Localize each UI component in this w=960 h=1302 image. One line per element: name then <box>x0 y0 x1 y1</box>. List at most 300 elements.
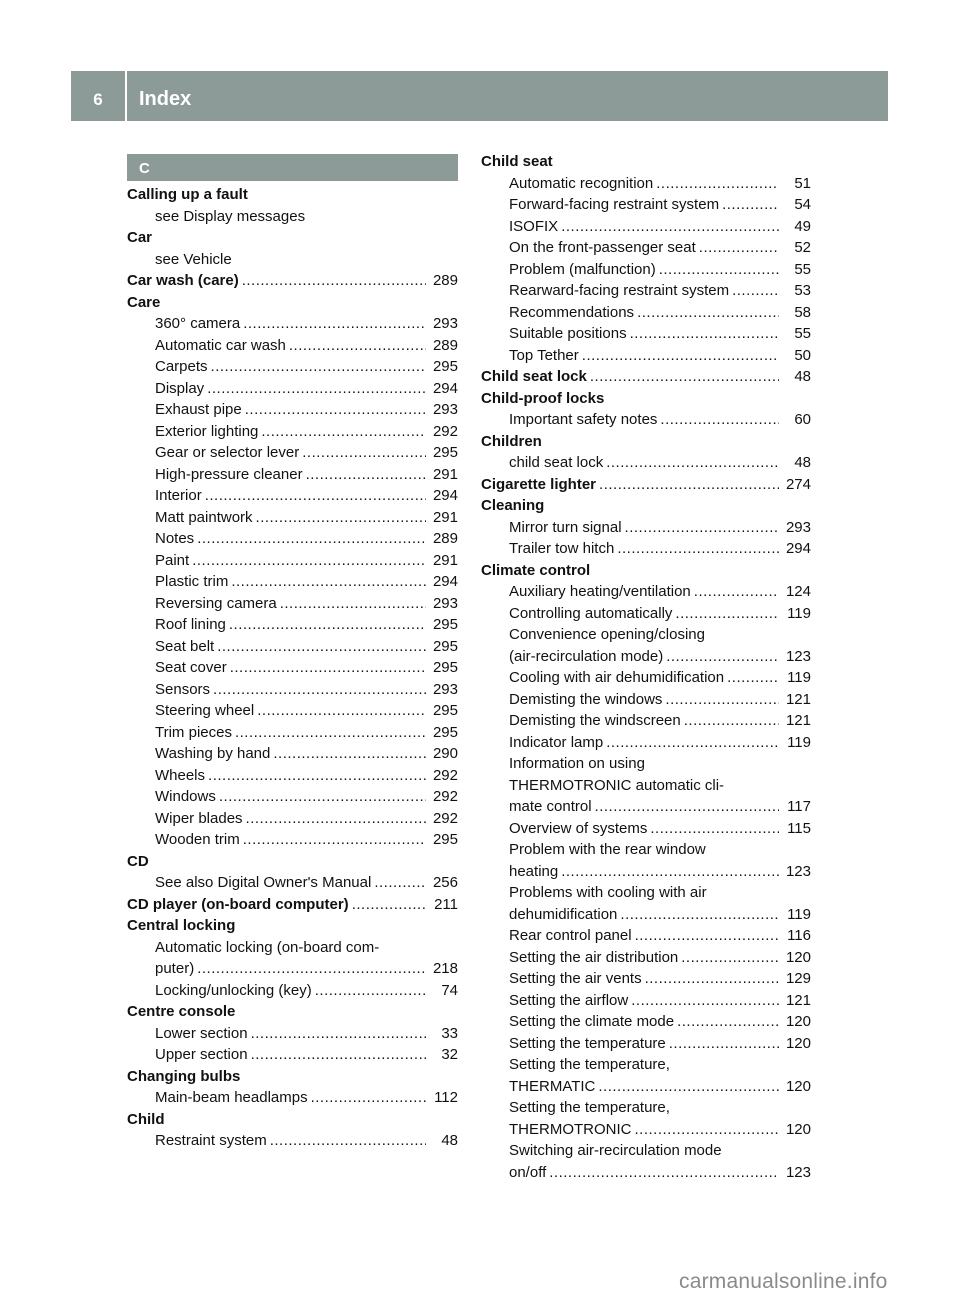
dot-leader <box>289 335 426 357</box>
page-reference[interactable]: 295 <box>432 616 458 633</box>
page-reference[interactable]: 293 <box>432 594 458 612</box>
index-subentry[interactable] <box>127 1130 458 1152</box>
page-reference[interactable]: 51 <box>794 174 811 192</box>
index-subentry <box>481 882 811 904</box>
index-subentry[interactable] <box>481 216 811 238</box>
index-subentry[interactable] <box>127 765 458 787</box>
entry-text: Care <box>127 293 161 311</box>
index-subentry[interactable] <box>127 378 458 400</box>
index-heading <box>481 431 811 453</box>
dot-leader <box>732 280 779 302</box>
dot-leader <box>631 990 779 1012</box>
index-subentry[interactable] <box>481 581 811 603</box>
dot-leader <box>656 173 779 195</box>
index-subentry[interactable] <box>127 1044 458 1066</box>
index-heading[interactable] <box>127 270 458 292</box>
index-subentry[interactable] <box>481 1011 811 1033</box>
dot-leader <box>315 980 426 1002</box>
entry-text: Indicator lamp <box>509 733 604 751</box>
page-reference[interactable]: 60 <box>794 411 811 428</box>
entry-text: see Display messages <box>155 207 306 225</box>
index-subentry[interactable] <box>481 689 811 711</box>
page-reference[interactable]: 291 <box>432 551 458 569</box>
page-reference[interactable]: 295 <box>432 723 458 741</box>
index-subentry[interactable] <box>481 280 811 302</box>
dot-leader <box>684 710 779 732</box>
index-subentry[interactable] <box>481 237 811 259</box>
index-subentry[interactable] <box>481 990 811 1012</box>
index-heading <box>127 1066 458 1088</box>
entry-text: Paint <box>155 551 190 569</box>
page-reference[interactable]: 124 <box>785 583 811 600</box>
index-subentry <box>127 937 458 959</box>
index-subentry[interactable] <box>481 1076 811 1098</box>
entry-text: Trim pieces <box>155 723 232 741</box>
index-heading <box>127 184 458 206</box>
entry-text: Notes <box>155 530 195 547</box>
index-subentry[interactable] <box>127 313 458 335</box>
entry-text: THERMOTRONIC automatic cli- <box>509 776 725 794</box>
page-title: Index <box>127 71 888 121</box>
page-reference[interactable]: 295 <box>432 831 458 848</box>
entry-text: Trailer tow hitch <box>509 540 615 557</box>
entry-text: Interior <box>155 487 202 504</box>
index-subentry[interactable] <box>481 667 811 689</box>
entry-text: Rearward-facing restraint system <box>509 282 730 299</box>
dot-leader <box>665 689 779 711</box>
index-subentry[interactable] <box>481 1119 811 1141</box>
dot-leader <box>273 743 426 765</box>
page-header <box>71 71 888 121</box>
index-subentry[interactable] <box>127 872 458 894</box>
index-subentry[interactable] <box>127 636 458 658</box>
dot-leader <box>681 947 779 969</box>
index-subentry[interactable] <box>481 538 811 560</box>
index-subentry[interactable] <box>127 722 458 744</box>
dot-leader <box>677 1011 779 1033</box>
index-list-right <box>481 151 811 1183</box>
entry-text: Calling up a fault <box>127 186 248 203</box>
dot-leader <box>231 571 426 593</box>
page-number: 6 <box>71 71 125 121</box>
dot-leader <box>660 409 779 431</box>
index-subentry[interactable] <box>127 829 458 851</box>
entry-text: On the front-passenger seat <box>509 239 696 256</box>
entry-text: Demisting the windows <box>509 690 663 708</box>
entry-text: CD player (on-board computer) <box>127 895 349 913</box>
page-reference[interactable]: 293 <box>432 401 458 418</box>
entry-text: Controlling automatically <box>509 604 673 622</box>
index-subentry[interactable] <box>127 614 458 636</box>
page-reference[interactable]: 295 <box>432 444 458 461</box>
page-reference[interactable]: 48 <box>441 1132 458 1149</box>
entry-text: Children <box>481 432 542 450</box>
page-reference[interactable]: 48 <box>794 454 811 471</box>
entry-text: High-pressure cleaner <box>155 465 303 483</box>
entry-text: Washing by hand <box>155 745 271 762</box>
dot-leader <box>625 517 779 539</box>
index-subentry[interactable] <box>481 302 811 324</box>
entry-text: Automatic recognition <box>509 174 654 192</box>
page-reference[interactable]: 55 <box>794 325 811 342</box>
page-reference[interactable]: 52 <box>794 239 811 256</box>
dot-leader <box>650 818 779 840</box>
page-reference[interactable]: 294 <box>432 379 458 397</box>
page-reference[interactable]: 33 <box>441 1024 458 1042</box>
page-reference[interactable]: 295 <box>432 637 458 655</box>
page-reference[interactable]: 295 <box>432 358 458 375</box>
index-subentry[interactable] <box>127 356 458 378</box>
entry-text: (air-recirculation mode) <box>509 647 664 665</box>
dot-leader <box>219 786 426 808</box>
entry-text: Switching air-recirculation mode <box>509 1142 722 1159</box>
page-reference[interactable]: 58 <box>794 303 811 321</box>
entry-text: Car <box>127 229 153 246</box>
page-reference[interactable]: 294 <box>785 540 811 557</box>
index-heading <box>481 151 811 173</box>
dot-leader <box>306 464 426 486</box>
page-reference[interactable]: 218 <box>432 960 458 977</box>
index-subentry[interactable] <box>127 593 458 615</box>
page-reference[interactable]: 294 <box>432 487 458 504</box>
page-reference[interactable]: 48 <box>794 368 811 385</box>
index-subentry <box>127 249 458 271</box>
entry-text: Exhaust pipe <box>155 401 242 418</box>
entry-text: Seat cover <box>155 659 227 676</box>
index-subentry[interactable] <box>127 550 458 572</box>
index-subentry[interactable] <box>481 194 811 216</box>
page-reference[interactable]: 119 <box>787 905 811 923</box>
entry-text: Cigarette lighter <box>481 475 597 493</box>
page-reference[interactable]: 119 <box>787 733 811 751</box>
dot-leader <box>257 700 426 722</box>
dot-leader <box>229 614 426 636</box>
entry-text: Wiper blades <box>155 809 243 827</box>
page-reference[interactable]: 293 <box>432 680 458 698</box>
index-subentry[interactable] <box>127 679 458 701</box>
dot-leader <box>722 194 779 216</box>
page-reference[interactable]: 49 <box>794 217 811 235</box>
entry-text: on/off <box>509 1163 547 1181</box>
index-subentry[interactable] <box>481 947 811 969</box>
index-subentry[interactable] <box>127 743 458 765</box>
page-reference[interactable]: 293 <box>785 518 811 536</box>
entry-text: dehumidification <box>509 905 618 923</box>
index-subentry[interactable] <box>481 517 811 539</box>
dot-leader <box>261 421 426 443</box>
index-subentry[interactable] <box>127 464 458 486</box>
entry-text: Roof lining <box>155 616 226 633</box>
dot-leader <box>251 1023 426 1045</box>
page-reference[interactable]: 119 <box>787 669 811 686</box>
page-reference[interactable]: 120 <box>785 1034 811 1052</box>
dot-leader <box>606 452 779 474</box>
dot-leader <box>582 345 779 367</box>
page-reference[interactable]: 289 <box>432 530 458 547</box>
index-subentry <box>481 1054 811 1076</box>
entry-text: CD <box>127 852 149 870</box>
entry-text: Child <box>127 1110 165 1128</box>
dot-leader <box>666 646 779 668</box>
entry-text: Important safety notes <box>509 411 658 428</box>
index-subentry[interactable] <box>481 968 811 990</box>
dot-leader <box>561 216 779 238</box>
entry-text: Suitable positions <box>509 325 627 342</box>
page-reference[interactable]: 256 <box>432 874 458 891</box>
index-subentry <box>481 1097 811 1119</box>
index-heading <box>481 495 811 517</box>
dot-leader <box>256 507 426 529</box>
page-reference[interactable]: 295 <box>432 702 458 719</box>
index-heading <box>127 915 458 937</box>
page-reference[interactable]: 293 <box>432 315 458 332</box>
entry-text: Convenience opening/closing <box>509 626 705 643</box>
entry-text: Demisting the windscreen <box>509 712 681 729</box>
dot-leader <box>374 872 426 894</box>
dot-leader <box>630 323 779 345</box>
page-reference[interactable]: 120 <box>785 1013 811 1030</box>
entry-text: Automatic locking (on-board com- <box>155 938 380 956</box>
page-reference[interactable]: 74 <box>441 981 458 999</box>
index-subentry[interactable] <box>481 409 811 431</box>
entry-text: See also Digital Owner's Manual <box>155 874 372 891</box>
dot-leader <box>645 968 779 990</box>
index-subentry[interactable] <box>127 442 458 464</box>
entry-text: Setting the temperature <box>509 1034 666 1052</box>
page-reference[interactable]: 292 <box>432 809 458 827</box>
dot-leader <box>205 485 426 507</box>
entry-text: Sensors <box>155 680 211 698</box>
index-subentry[interactable] <box>127 657 458 679</box>
page-reference[interactable]: 112 <box>434 1089 458 1106</box>
index-subentry[interactable] <box>127 399 458 421</box>
dot-leader <box>675 603 779 625</box>
page-reference[interactable]: 123 <box>785 862 811 880</box>
entry-text: puter) <box>155 960 195 977</box>
entry-text: Cooling with air dehumidification <box>509 669 725 686</box>
entry-text: Upper section <box>155 1046 248 1063</box>
page-reference[interactable]: 119 <box>787 604 811 622</box>
dot-leader <box>617 538 779 560</box>
entry-text: Child seat <box>481 153 553 170</box>
entry-text: Recommendations <box>509 303 635 321</box>
index-subentry[interactable] <box>127 528 458 550</box>
index-subentry[interactable] <box>481 818 811 840</box>
entry-text: Climate control <box>481 561 591 579</box>
dot-leader <box>217 636 426 658</box>
page-reference[interactable]: 53 <box>794 282 811 299</box>
dot-leader <box>595 796 779 818</box>
index-heading <box>127 292 458 314</box>
index-subentry[interactable] <box>481 345 811 367</box>
entry-text: Top Tether <box>509 346 579 364</box>
entry-text: THERMOTRONIC <box>509 1120 632 1138</box>
entry-text: ISOFIX <box>509 217 559 235</box>
index-subentry[interactable] <box>481 732 811 754</box>
dot-leader <box>659 259 779 281</box>
page-reference[interactable]: 121 <box>785 712 811 729</box>
index-subentry[interactable] <box>127 1023 458 1045</box>
dot-leader <box>230 657 426 679</box>
index-subentry[interactable] <box>481 796 811 818</box>
page-reference[interactable]: 129 <box>785 970 811 987</box>
entry-text: Information on using <box>509 755 645 772</box>
index-subentry[interactable] <box>127 980 458 1002</box>
dot-leader <box>549 1162 779 1184</box>
page-reference[interactable]: 120 <box>785 1120 811 1138</box>
index-subentry[interactable] <box>127 507 458 529</box>
index-subentry[interactable] <box>481 925 811 947</box>
index-subentry[interactable] <box>127 786 458 808</box>
entry-text: mate control <box>509 798 592 815</box>
index-subentry[interactable] <box>127 335 458 357</box>
index-subentry[interactable] <box>481 173 811 195</box>
dot-leader <box>242 270 426 292</box>
index-subentry[interactable] <box>481 1033 811 1055</box>
index-subentry[interactable] <box>481 259 811 281</box>
index-heading <box>127 1001 458 1023</box>
dot-leader <box>311 1087 426 1109</box>
page-reference[interactable]: 116 <box>787 927 811 944</box>
page-reference[interactable]: 295 <box>432 659 458 676</box>
index-list-left <box>127 184 458 1152</box>
dot-leader <box>598 1076 779 1098</box>
page-reference[interactable]: 291 <box>432 465 458 483</box>
dot-leader <box>637 302 779 324</box>
entry-text: Setting the air vents <box>509 970 642 987</box>
dot-leader <box>280 593 426 615</box>
page-reference[interactable]: 121 <box>785 690 811 708</box>
entry-text: see Vehicle <box>155 250 232 268</box>
entry-text: Setting the temperature, <box>509 1099 670 1116</box>
index-subentry[interactable] <box>481 603 811 625</box>
page-reference[interactable]: 115 <box>787 819 811 837</box>
index-heading <box>481 560 811 582</box>
section-letter-bar: C <box>127 154 458 181</box>
entry-text: Problems with cooling with air <box>509 884 707 901</box>
index-column-left <box>127 154 458 1152</box>
entry-text: Plastic trim <box>155 573 229 590</box>
page-reference[interactable]: 117 <box>787 798 811 815</box>
page-reference[interactable]: 294 <box>432 573 458 590</box>
entry-text: 360° camera <box>155 315 241 332</box>
index-subentry[interactable] <box>127 958 458 980</box>
dot-leader <box>197 958 426 980</box>
dot-leader <box>243 313 426 335</box>
entry-text: Matt paintwork <box>155 508 253 526</box>
index-subentry[interactable] <box>127 808 458 830</box>
index-subentry[interactable] <box>481 861 811 883</box>
dot-leader <box>590 366 779 388</box>
dot-leader <box>243 829 426 851</box>
page-reference[interactable]: 50 <box>794 346 811 364</box>
index-heading[interactable] <box>481 474 811 496</box>
index-heading[interactable] <box>481 366 811 388</box>
watermark: carmanualsonline.info <box>679 1270 888 1293</box>
index-subentry[interactable] <box>481 710 811 732</box>
dot-leader <box>207 378 426 400</box>
entry-text: Seat belt <box>155 637 215 655</box>
page-reference[interactable]: 292 <box>432 788 458 805</box>
entry-text: Gear or selector lever <box>155 444 300 461</box>
page-reference[interactable]: 55 <box>794 260 811 278</box>
dot-leader <box>727 667 779 689</box>
page-reference[interactable]: 120 <box>785 1077 811 1095</box>
entry-text: Auxiliary heating/ventilation <box>509 583 691 600</box>
entry-text: Automatic car wash <box>155 336 286 354</box>
entry-text: Steering wheel <box>155 702 255 719</box>
index-subentry <box>481 753 811 775</box>
page-reference[interactable]: 120 <box>785 948 811 966</box>
entry-text: THERMATIC <box>509 1077 596 1095</box>
entry-text: Wheels <box>155 766 206 784</box>
page-reference[interactable]: 289 <box>432 272 458 289</box>
index-subentry <box>481 624 811 646</box>
page-reference[interactable]: 123 <box>785 1163 811 1181</box>
page-reference[interactable]: 211 <box>434 895 458 913</box>
entry-text: Child seat lock <box>481 368 587 385</box>
dot-leader <box>699 237 779 259</box>
dot-leader <box>352 894 426 916</box>
entry-text: Display <box>155 379 205 397</box>
page-reference[interactable]: 292 <box>432 766 458 784</box>
index-heading <box>127 227 458 249</box>
entry-text: Mirror turn signal <box>509 518 622 536</box>
entry-text: Main-beam headlamps <box>155 1089 308 1106</box>
entry-text: Restraint system <box>155 1132 267 1149</box>
index-subentry[interactable] <box>127 571 458 593</box>
page-reference[interactable]: 274 <box>785 475 811 493</box>
dot-leader <box>694 581 779 603</box>
index-subentry[interactable] <box>127 485 458 507</box>
dot-leader <box>635 925 779 947</box>
page-reference[interactable]: 292 <box>432 422 458 440</box>
index-subentry[interactable] <box>481 904 811 926</box>
index-subentry[interactable] <box>481 1162 811 1184</box>
entry-text: Central locking <box>127 917 236 934</box>
page-reference[interactable]: 291 <box>432 508 458 526</box>
page-reference[interactable]: 54 <box>794 196 811 213</box>
entry-text: Windows <box>155 788 216 805</box>
dot-leader <box>251 1044 426 1066</box>
page-reference[interactable]: 32 <box>441 1046 458 1063</box>
entry-text: Locking/unlocking (key) <box>155 981 312 999</box>
index-subentry <box>127 206 458 228</box>
index-heading[interactable] <box>127 894 458 916</box>
page-reference[interactable]: 290 <box>432 745 458 762</box>
index-subentry[interactable] <box>127 700 458 722</box>
page-reference[interactable]: 121 <box>785 991 811 1009</box>
dot-leader <box>245 399 426 421</box>
dot-leader <box>635 1119 780 1141</box>
index-subentry[interactable] <box>481 452 811 474</box>
entry-text: Setting the airflow <box>509 991 629 1009</box>
entry-text: heating <box>509 862 559 880</box>
index-subentry[interactable] <box>481 323 811 345</box>
entry-text: Cleaning <box>481 497 545 514</box>
entry-text: Setting the temperature, <box>509 1056 670 1073</box>
index-subentry[interactable] <box>127 421 458 443</box>
index-heading <box>481 388 811 410</box>
index-subentry[interactable] <box>127 1087 458 1109</box>
index-subentry <box>481 839 811 861</box>
index-subentry[interactable] <box>481 646 811 668</box>
page-reference[interactable]: 123 <box>785 647 811 665</box>
dot-leader <box>606 732 779 754</box>
page-reference[interactable]: 289 <box>432 336 458 354</box>
dot-leader <box>192 550 426 572</box>
entry-text: Lower section <box>155 1024 248 1042</box>
